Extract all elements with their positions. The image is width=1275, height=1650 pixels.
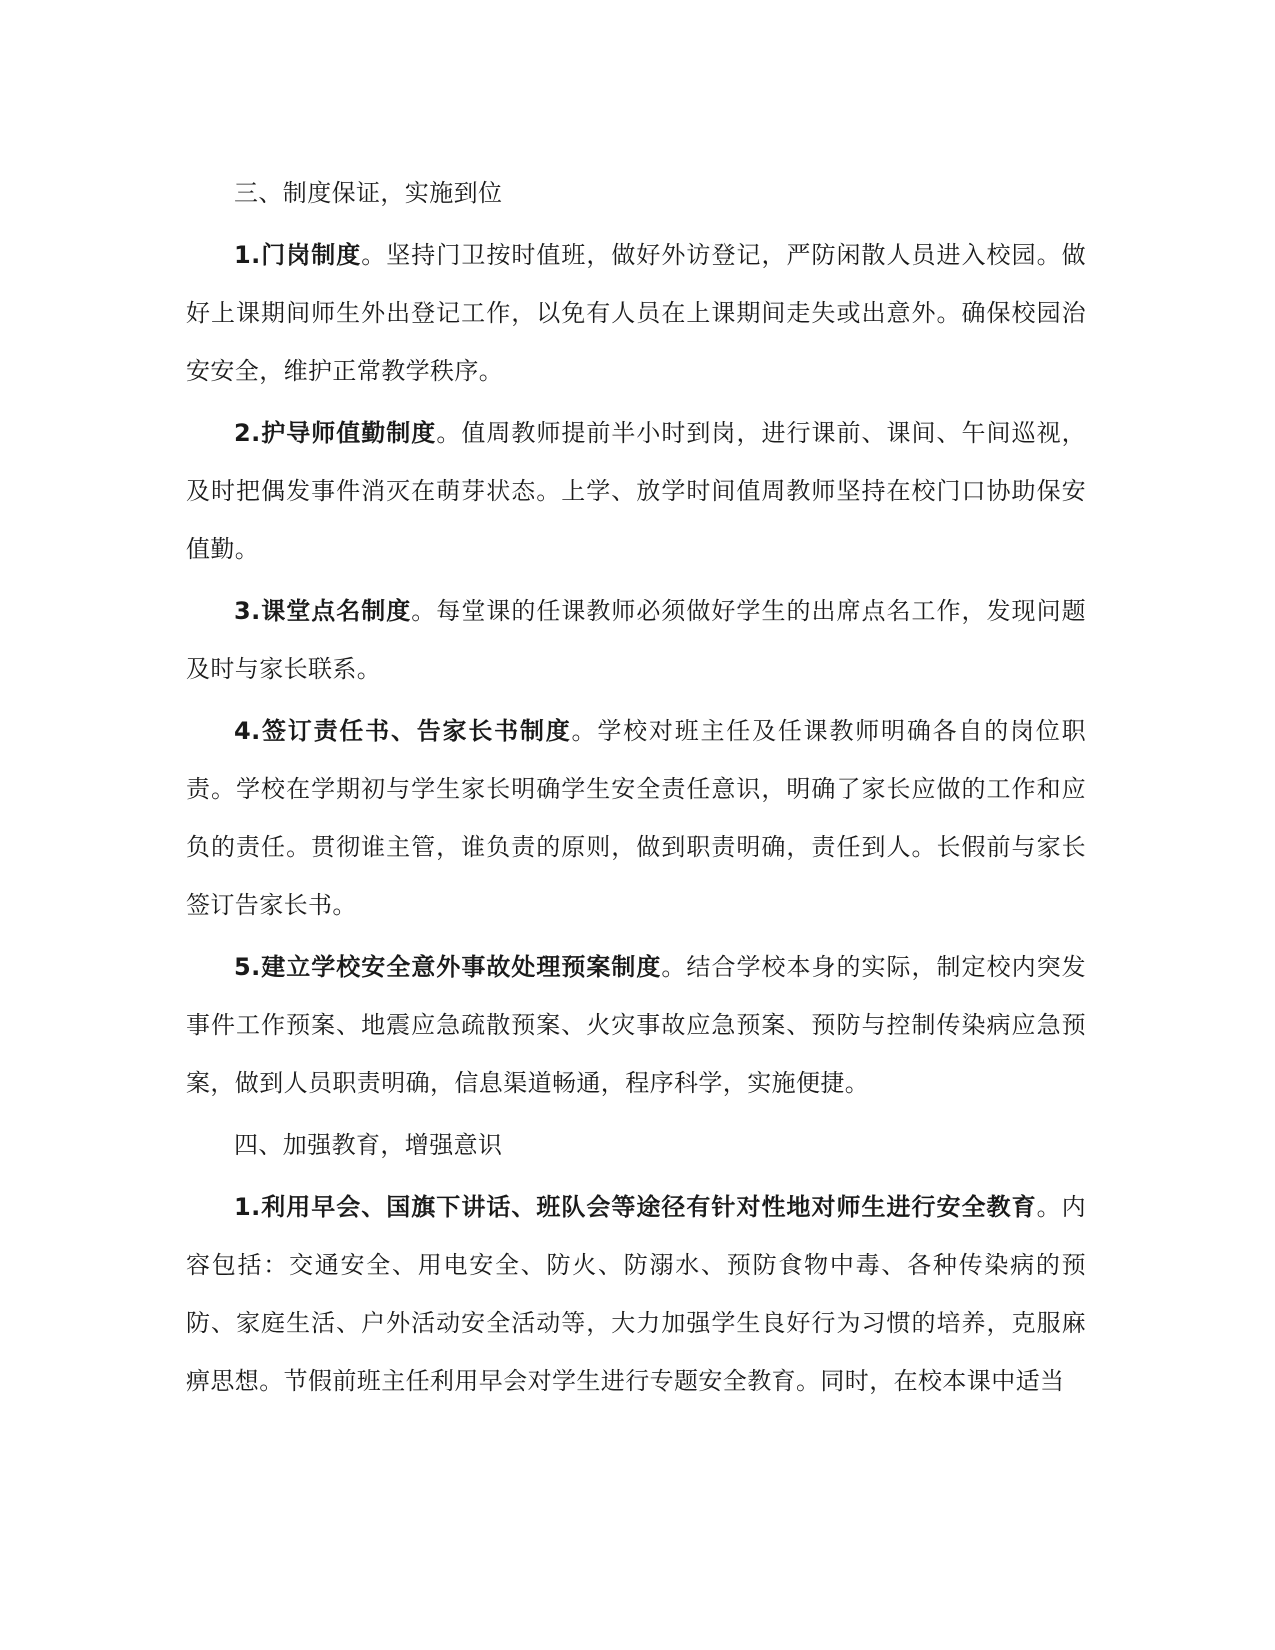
paragraph-item-3-3 bbox=[186, 582, 1086, 698]
paragraph-text: 。值周教师提前半小时到岗，进行课前、课间、午间巡视，及时把偶发事件消灭在萌芽状态。上学、放学时间值周教师坚持在校门口协助保安值勤。 bbox=[186, 419, 1086, 563]
paragraph-item-3-2 bbox=[186, 404, 1086, 578]
paragraph-lead: 4.签订责任书、告家长书制度 bbox=[234, 717, 572, 745]
paragraph-text: 。结合学校本身的实际，制定校内突发事件工作预案、地震应急疏散预案、火灾事故应急预案、预防与控制传染病应急预案，做到人员职责明确，信息渠道畅通，程序科学，实施便捷。 bbox=[186, 953, 1087, 1097]
paragraph-text: 。内容包括：交通安全、用电安全、防火、防溺水、预防食物中毒、各种传染病的预防、家庭生活、户外活动安全活动等，大力加强学生良好行为习惯的培养，克服麻痹思想。节假前班主任利用早会对学生进行专题安全教育。同时，在校本课中适当 bbox=[186, 1193, 1086, 1395]
paragraph-text: 。学校对班主任及任课教师明确各自的岗位职责。学校在学期初与学生家长明确学生安全责任意识，明确了家长应做的工作和应负的责任。贯彻谁主管，谁负责的原则，做到职责明确，责任到人。长假前与家长签订告家长书。 bbox=[186, 717, 1086, 919]
paragraph-item-3-4 bbox=[186, 702, 1086, 934]
paragraph-text: 。每堂课的任课教师必须做好学生的出席点名工作，发现问题及时与家长联系。 bbox=[186, 597, 1086, 683]
paragraph-item-4-1 bbox=[186, 1178, 1086, 1410]
paragraph-lead: 5.建立学校安全意外事故处理预案制度 bbox=[234, 953, 662, 981]
paragraph-lead: 3.课堂点名制度 bbox=[234, 597, 412, 625]
paragraph-lead: 1.利用早会、国旗下讲话、班队会等途径有针对性地对师生进行安全教育 bbox=[234, 1193, 1037, 1221]
paragraph-lead: 2.护导师值勤制度 bbox=[234, 419, 437, 447]
document-body bbox=[186, 164, 1086, 1410]
paragraph-text: 。坚持门卫按时值班，做好外访登记，严防闲散人员进入校园。做好上课期间师生外出登记工作，以免有人员在上课期间走失或出意外。确保校园治安安全，维护正常教学秩序。 bbox=[186, 241, 1086, 385]
paragraph-item-3-1 bbox=[186, 226, 1086, 400]
section-heading-3: 三、制度保证，实施到位 bbox=[234, 179, 503, 207]
paragraph-item-3-5 bbox=[186, 938, 1086, 1112]
section-heading-4: 四、加强教育，增强意识 bbox=[234, 1131, 503, 1159]
paragraph-lead: 1.门岗制度 bbox=[234, 241, 362, 269]
